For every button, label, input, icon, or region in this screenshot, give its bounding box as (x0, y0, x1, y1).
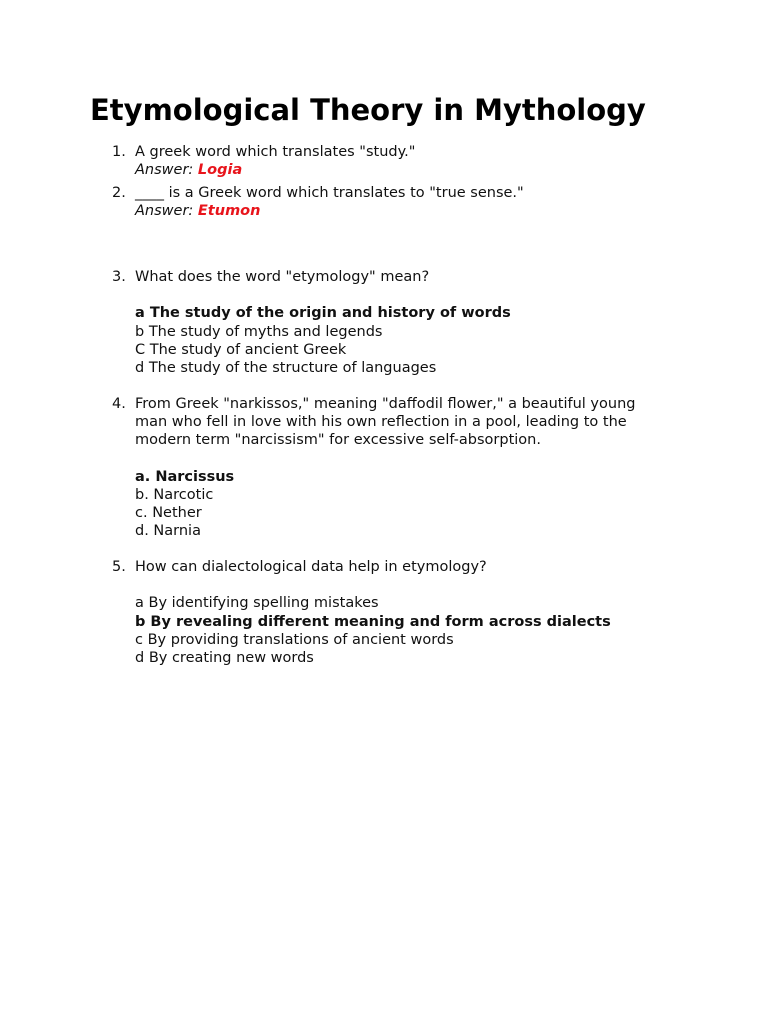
question-number: 5. (112, 559, 126, 575)
answer-option: c By providing translations of ancient words (135, 631, 454, 648)
answer-value: Etumon (197, 203, 261, 220)
answer-option: d. Narnia (135, 523, 201, 540)
question-number: 4. (112, 396, 126, 412)
question-number: 1. (112, 144, 126, 160)
answer-line (135, 161, 675, 179)
answer-option: d The study of the structure of languages (135, 360, 437, 376)
answer-label: Answer: (135, 203, 194, 220)
answer-line (135, 202, 675, 220)
answer-option-correct: a The study of the origin and history of words (135, 305, 511, 322)
question-prompt-line: From Greek "narkissos," meaning "daffodil flower," a beautiful young (135, 396, 636, 412)
question-prompt: What does the word "etymology" mean? (135, 269, 430, 285)
question-body (135, 558, 675, 667)
answer-option: b. Narcotic (135, 487, 214, 503)
answer-option: a By identifying spelling mistakes (135, 595, 379, 612)
question-prompt: A greek word which translates "study." (135, 144, 416, 160)
question-body (135, 395, 675, 541)
answer-value: Logia (197, 162, 243, 179)
question-body (135, 143, 675, 179)
page-title: Etymological Theory in Mythology (90, 93, 646, 127)
answer-option: b The study of myths and legends (135, 323, 383, 340)
answer-label: Answer: (135, 162, 194, 179)
question-prompt: ____ is a Greek word which translates to "true sense." (135, 185, 524, 201)
question-prompt-line: man who fell in love with his own reflection in a pool, leading to the (135, 414, 627, 431)
answer-option: C The study of ancient Greek (135, 341, 347, 358)
question-body (135, 184, 675, 220)
question-number: 3. (112, 269, 126, 285)
answer-option-correct: a. Narcissus (135, 468, 235, 485)
answer-option: c. Nether (135, 505, 202, 522)
question-body (135, 268, 675, 377)
question-prompt-line: modern term "narcissism" for excessive self-absorption. (135, 432, 541, 449)
answer-option: d By creating new words (135, 650, 314, 666)
question-number: 2. (112, 185, 126, 201)
answer-option-correct: b By revealing different meaning and form across dialects (135, 613, 611, 630)
question-prompt: How can dialectological data help in etymology? (135, 559, 487, 575)
